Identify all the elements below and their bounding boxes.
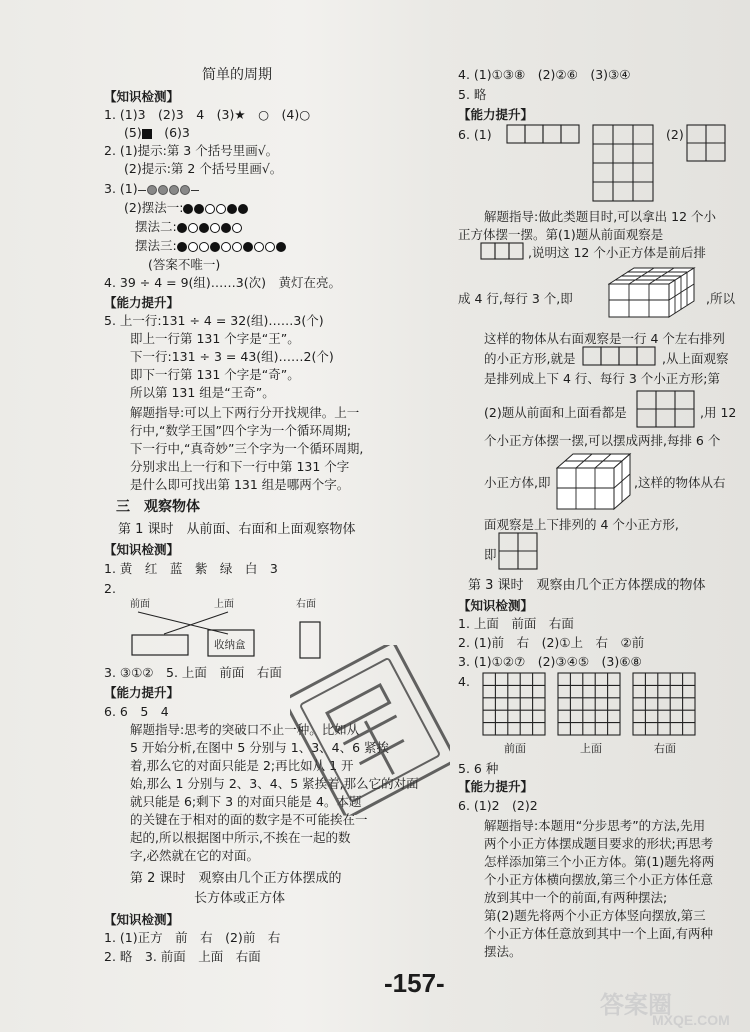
answer-5f: 解题指导:可以上下两行分开找规律。上一: [130, 405, 360, 420]
guide-line-12: 即: [484, 547, 497, 562]
answer-5h: 下一行中,“真奇妙”三个字为一个循环周期,: [130, 441, 364, 456]
answer-r5: 5. 略: [458, 87, 487, 102]
answer-r4: 4. (1)①③⑧ (2)②⑥ (3)③④: [458, 67, 631, 82]
guide-line-11: 面观察是上下排列的 4 个小正方形,: [484, 517, 679, 532]
answer-q6b: 解题指导:本题用“分步思考”的方法,先用: [484, 818, 706, 833]
answer-r6b: (2): [666, 127, 684, 142]
answer-5e: 所以第 131 组是“王奇”。: [130, 385, 275, 400]
answer-m1: 1. 黄 红 蓝 紫 绿 白 3: [104, 561, 278, 576]
answer-3b-prefix: (2)摆法一:: [124, 200, 184, 215]
answer-q6c: 两个小正方体摆成题目要求的形状;再思考: [484, 836, 714, 851]
answer-5i: 分别求出上一行和下一行中第 131 个字: [130, 459, 350, 474]
answer-5c: 下一行:131 ÷ 3 = 43(组)……2(个): [130, 349, 334, 364]
grid-top-view: [558, 673, 620, 735]
answer-m6e: 始,那么 1 分别与 2、3、4、5 紧挨着,那么它的对面: [130, 776, 419, 791]
answer-1b: [124, 124, 190, 142]
cube-stack-3x2x2: [556, 452, 636, 514]
view-grids: [482, 672, 742, 740]
guide-line-7: 是排列成上下 4 行、每行 3 个小正方形;第: [484, 371, 721, 386]
answer-4: 4. 39 ÷ 4 = 9(组)……3(次) 黄灯在亮。: [104, 275, 342, 290]
black-square-icon: [142, 129, 152, 139]
row-of-three-squares: [480, 242, 530, 262]
guide-line-3: ,说明这 12 个小正方体是前后排: [528, 245, 706, 260]
lesson-2-title-a: 第 2 课时 观察由几个正方体摆成的: [130, 871, 342, 886]
bead-pattern-2: [183, 200, 249, 218]
label-front: 前面: [130, 599, 150, 610]
label-top-view: 上面: [580, 742, 602, 755]
answer-q6g: 第(2)题先将两个小正方体竖向摆放,第三: [484, 908, 706, 923]
guide-line-6a: 的小正方形,就是: [484, 351, 576, 366]
answer-q6h: 个小正方体任意放到其中一个上面,有两种: [484, 926, 713, 941]
page-number: -157-: [384, 968, 445, 998]
answer-q2: 2. (1)前 右 (2)①上 右 ②前: [458, 635, 645, 650]
guide-line-10b: ,这样的物体从右: [634, 475, 726, 490]
answer-3c: [135, 218, 243, 237]
answer-m6i: 字,必然就在它的对面。: [130, 848, 259, 863]
grid-three-by-two: [636, 390, 698, 430]
grid-four-by-three: [592, 124, 656, 204]
answer-3e: (答案不唯一): [148, 257, 221, 272]
label-right: 右面: [296, 599, 316, 610]
grid-right-view: [633, 673, 695, 735]
answer-q5: 5. 6 种: [458, 761, 499, 776]
answer-q6e: 个小正方体横向摆放,第三个小正方体任意: [484, 872, 713, 887]
answer-3c-prefix: 摆法二:: [135, 219, 177, 234]
guide-line-5: 这样的物体从右面观察是一行 4 个左右排列: [484, 331, 725, 346]
answer-3b: [124, 199, 249, 218]
heading-ability-2: 【能力提升】: [104, 685, 180, 700]
bead-pattern-3: [177, 219, 243, 237]
section-title: 简单的周期: [202, 67, 272, 83]
answer-r6a: 6. (1): [458, 127, 492, 142]
answer-m6f: 就只能是 6;剩下 3 的对面只能是 4。本题: [130, 794, 362, 809]
guide-line-9: 个小正方体摆一摆,可以摆成两排,每排 6 个: [484, 433, 721, 448]
answer-m6h: 起的,所以根据图中所示,不挨在一起的数: [130, 830, 351, 845]
label-right-view: 右面: [654, 742, 676, 755]
answer-3d-prefix: 摆法三:: [135, 238, 177, 253]
guide-line-6b: ,从上面观察: [662, 351, 729, 366]
answer-3a-prefix: 3. (1): [104, 181, 138, 196]
grid-two-by-two: [686, 124, 728, 164]
heading-ability-r: 【能力提升】: [458, 107, 534, 122]
answer-q1: 1. 上面 前面 右面: [458, 616, 574, 631]
heading-knowledge-check-3: 【知识检测】: [104, 912, 180, 927]
answer-q6a: 6. (1)2 (2)2: [458, 798, 538, 813]
chapter-title: 三 观察物体: [116, 499, 200, 515]
label-storage-box: 收纳盒: [214, 639, 246, 651]
answer-q6f: 放到其中一个的前面,有两种摆法;: [484, 890, 668, 905]
watermark-url: MXQE.COM: [652, 1012, 730, 1028]
cube-stack-4x3: [608, 266, 702, 318]
answer-m6a: 6. 6 5 4: [104, 704, 169, 719]
answer-n2: 2. 略 3. 前面 上面 右面: [104, 949, 261, 964]
answer-q4: 4.: [458, 674, 470, 689]
guide-line-10a: 小正方体,即: [484, 475, 551, 490]
stamp-overlay: [290, 645, 450, 815]
answer-5a: 5. 上一行:131 ÷ 4 = 32(组)……3(个): [104, 313, 324, 328]
heading-knowledge-check: 【知识检测】: [104, 89, 180, 104]
guide-line-4a: 成 4 行,每行 3 个,即: [458, 291, 573, 306]
answer-2b: (2)提示:第 2 个括号里画√。: [124, 161, 283, 176]
guide-line-8b: ,用 12: [700, 405, 737, 420]
answer-1b-suffix: (6)3: [151, 125, 190, 140]
answer-m6b: 解题指导:思考的突破口不止一种。比如从: [130, 722, 360, 737]
answer-q6i: 摆法。: [484, 944, 522, 959]
answer-m2: 2.: [104, 581, 116, 596]
grid-two-by-two-2: [498, 532, 542, 574]
guide-line-2: 正方体摆一摆。第(1)题从前面观察是: [458, 227, 664, 242]
answer-q6d: 怎样添加第三个小正方体。第(1)题先将两: [484, 854, 715, 869]
watermark-logo: 答案圈: [600, 992, 672, 1019]
heading-knowledge-check-2: 【知识检测】: [104, 542, 180, 557]
label-front-view: 前面: [504, 742, 526, 755]
answer-2a: 2. (1)提示:第 3 个括号里画√。: [104, 143, 279, 158]
lesson-3-title: 第 3 课时 观察由几个正方体摆成的物体: [468, 578, 706, 593]
answer-3d: [135, 237, 287, 256]
answer-1b-prefix: (5): [124, 125, 142, 140]
guide-line-1: 解题指导:做此类题目时,可以拿出 12 个小: [484, 209, 717, 224]
answer-1a: 1. (1)3 (2)3 4 (3)★ ○ (4)○: [104, 107, 311, 122]
lesson-2-title-b: 长方体或正方体: [194, 891, 286, 906]
lesson-1-title: 第 1 课时 从前面、右面和上面观察物体: [118, 522, 356, 537]
bead-pattern-4: [177, 238, 287, 256]
answer-q3: 3. (1)①②⑦ (2)③④⑤ (3)⑥⑧: [458, 654, 642, 669]
answer-5d: 即下一行第 131 个字是“奇”。: [130, 367, 300, 382]
heading-ability-r2: 【能力提升】: [458, 779, 534, 794]
guide-line-8a: (2)题从前面和上面看都是: [484, 405, 627, 420]
answer-m6g: 的关键在于相对的面的数字是不可能挨在一: [130, 812, 368, 827]
row-of-four-squares: [506, 124, 586, 144]
heading-ability: 【能力提升】: [104, 295, 180, 310]
answer-5b: 即上一行第 131 个字是“王”。: [130, 331, 300, 346]
label-top: 上面: [214, 599, 234, 610]
answer-m3: 3. ③①② 5. 上面 前面 右面: [104, 665, 282, 680]
guide-line-4b: ,所以: [706, 291, 735, 306]
answer-5g: 行中,“数学王国”四个字为一个循环周期;: [130, 423, 352, 438]
bead-pattern-1: [138, 181, 199, 199]
row-of-four-squares-2: [582, 346, 662, 368]
answer-3a: [104, 180, 199, 199]
grid-front-view: [483, 673, 545, 735]
answer-n1: 1. (1)正方 前 右 (2)前 右: [104, 930, 281, 945]
answer-m6d: 着,那么它的对面只能是 2;再比如从 1 开: [130, 758, 354, 773]
heading-knowledge-check-r: 【知识检测】: [458, 598, 534, 613]
answer-5j: 是什么即可找出第 131 组是哪两个字。: [130, 477, 350, 492]
answer-m6c: 5 开始分析,在图中 5 分别与 1、3、4、6 紧挨: [130, 740, 390, 755]
